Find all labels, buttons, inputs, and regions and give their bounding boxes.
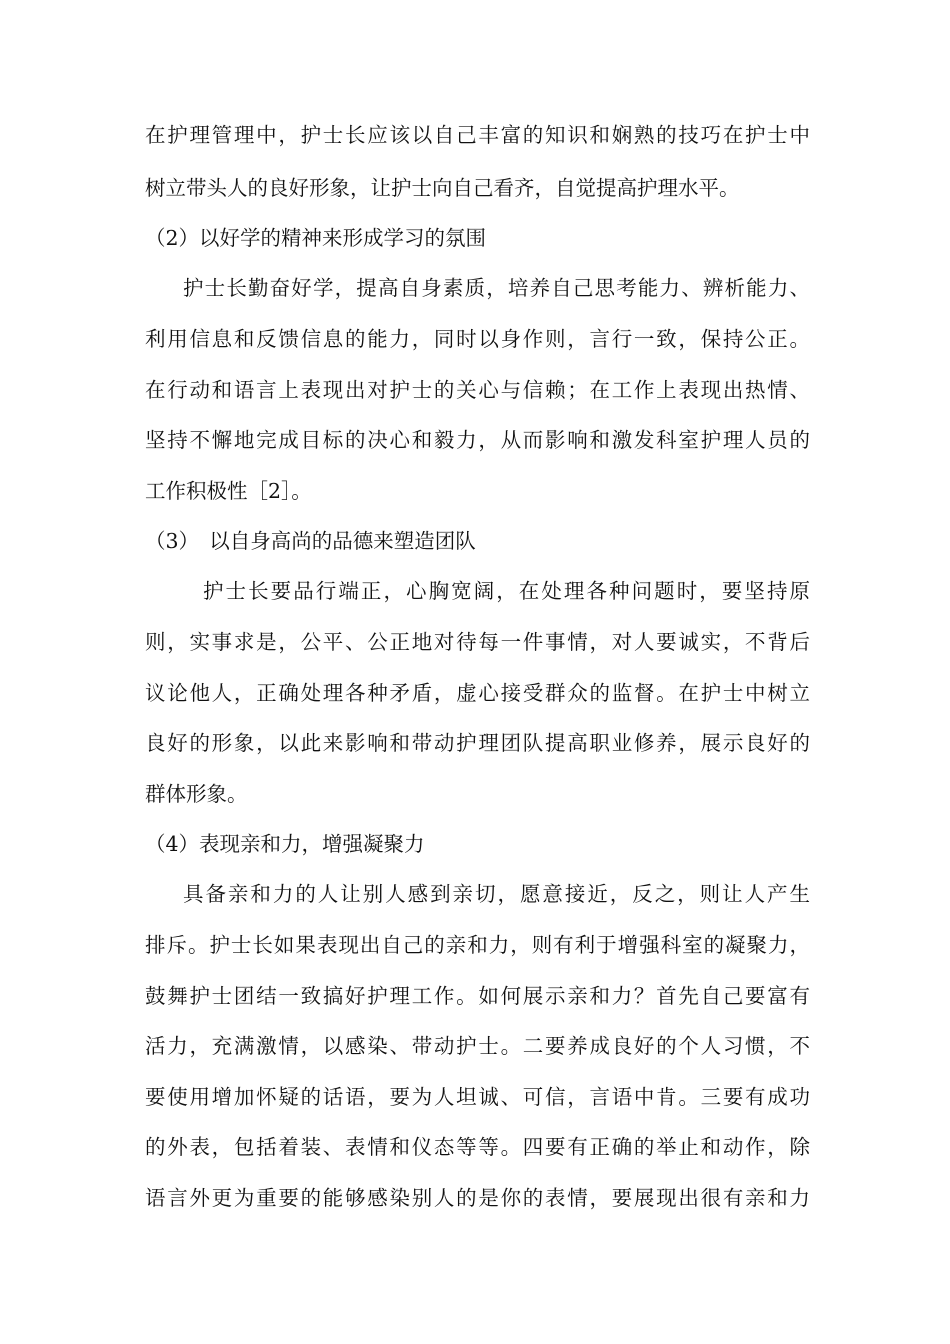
body-line-16: 活力，充满激情，以感染、带动护士。二要养成良好的个人习惯，不: [145, 1034, 810, 1058]
body-line-2: 树立带头人的良好形象，让护士向自己看齐，自觉提高护理水平。: [145, 176, 740, 200]
body-line-13: 具备亲和力的人让别人感到亲切，愿意接近，反之，则让人产生: [183, 882, 810, 906]
section-heading-2: （2）以好学的精神来形成学习的氛围: [145, 226, 487, 250]
body-line-17: 要使用增加怀疑的话语，要为人坦诚、可信，言语中肯。三要有成功: [145, 1085, 810, 1109]
body-line-7: 工作积极性［2］。: [145, 479, 312, 503]
body-line-8: 护士长要品行端正，心胸宽阔，在处理各种问题时，要坚持原: [203, 579, 810, 603]
body-line-3: 护士长勤奋好学，提高自身素质，培养自己思考能力、辨析能力、: [183, 276, 810, 300]
section-heading-4: （4）表现亲和力，增强凝聚力: [145, 832, 425, 856]
body-line-11: 良好的形象，以此来影响和带动护理团队提高职业修养，展示良好的: [145, 731, 810, 755]
body-line-5: 在行动和语言上表现出对护士的关心与信赖；在工作上表现出热情、: [145, 378, 810, 402]
body-line-4: 利用信息和反馈信息的能力，同时以身作则，言行一致，保持公正。: [145, 327, 810, 351]
body-line-18: 的外表，包括着装、表情和仪态等等。四要有正确的举止和动作，除: [145, 1135, 810, 1159]
body-line-10: 议论他人，正确处理各种矛盾，虚心接受群众的监督。在护士中树立: [145, 681, 810, 705]
body-line-12: 群体形象。: [145, 782, 248, 806]
body-line-19: 语言外更为重要的能够感染别人的是你的表情，要展现出很有亲和力: [145, 1186, 810, 1210]
body-line-14: 排斥。护士长如果表现出自己的亲和力，则有利于增强科室的凝聚力，: [145, 933, 810, 957]
section-heading-3: （3） 以自身高尚的品德来塑造团队: [145, 529, 476, 553]
body-line-1: 在护理管理中，护士长应该以自己丰富的知识和娴熟的技巧在护士中: [145, 123, 810, 147]
body-line-9: 则，实事求是，公平、公正地对待每一件事情，对人要诚实，不背后: [145, 630, 810, 654]
body-line-15: 鼓舞护士团结一致搞好护理工作。如何展示亲和力？首先自己要富有: [145, 984, 810, 1008]
body-line-6: 坚持不懈地完成目标的决心和毅力，从而影响和激发科室护理人员的: [145, 428, 810, 452]
